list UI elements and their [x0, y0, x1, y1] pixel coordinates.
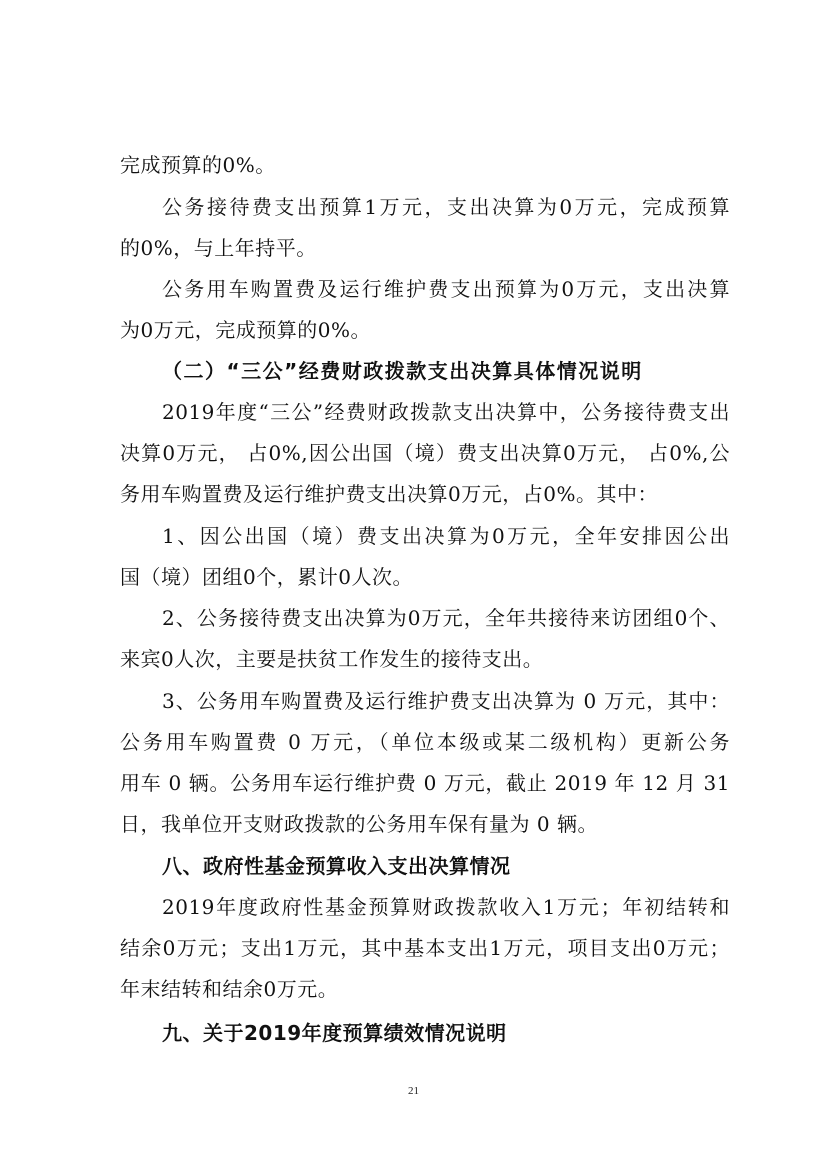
paragraph-line: 年末结转和结余0万元。 — [120, 977, 339, 1001]
paragraph-line: 公务用车购置费 0 万元，（单位本级或某二级机构）更新公务 — [120, 730, 730, 754]
paragraph-line: 2019年度政府性基金预算财政拨款收入1万元；年初结转和 — [162, 895, 730, 919]
section-heading: 八、政府性基金预算收入支出决算情况 — [162, 854, 511, 878]
paragraph-line: 公务接待费支出预算1万元，支出决算为0万元，完成预算 — [162, 195, 730, 219]
paragraph-line: 决算0万元， 占0%,因公出国（境）费支出决算0万元， 占0%,公 — [120, 441, 730, 465]
page-number: 21 — [408, 1085, 419, 1097]
paragraph-line: 结余0万元；支出1万元，其中基本支出1万元，项目支出0万元； — [120, 936, 730, 960]
paragraph-line: 2、公务接待费支出决算为0万元，全年共接待来访团组0个、 — [162, 606, 730, 630]
paragraph-line: 国（境）团组0个，累计0人次。 — [120, 565, 413, 589]
paragraph-line: 务用车购置费及运行维护费支出决算0万元，占0%。其中： — [120, 482, 658, 506]
paragraph-line: 完成预算的0%。 — [120, 153, 276, 177]
paragraph-line: 1、因公出国（境）费支出决算为0万元，全年安排因公出 — [162, 524, 730, 548]
paragraph-line: 2019年度“三公”经费财政拨款支出决算中，公务接待费支出 — [162, 400, 730, 424]
section-subheading: （二）“三公”经费财政拨款支出决算具体情况说明 — [162, 359, 643, 383]
paragraph-line: 公务用车购置费及运行维护费支出预算为0万元，支出决算 — [162, 277, 730, 301]
paragraph-line: 用车 0 辆。公务用车运行维护费 0 万元，截止 2019 年 12 月 31 — [120, 771, 730, 795]
paragraph-line: 日，我单位开支财政拨款的公务用车保有量为 0 辆。 — [120, 812, 598, 836]
paragraph-line: 3、公务用车购置费及运行维护费支出决算为 0 万元，其中： — [162, 689, 730, 713]
paragraph-line: 来宾0人次，主要是扶贫工作发生的接待支出。 — [120, 647, 544, 671]
paragraph-line: 的0%，与上年持平。 — [120, 236, 317, 260]
section-heading: 九、关于2019年度预算绩效情况说明 — [162, 1021, 507, 1045]
paragraph-line: 为0万元，完成预算的0%。 — [120, 318, 371, 342]
